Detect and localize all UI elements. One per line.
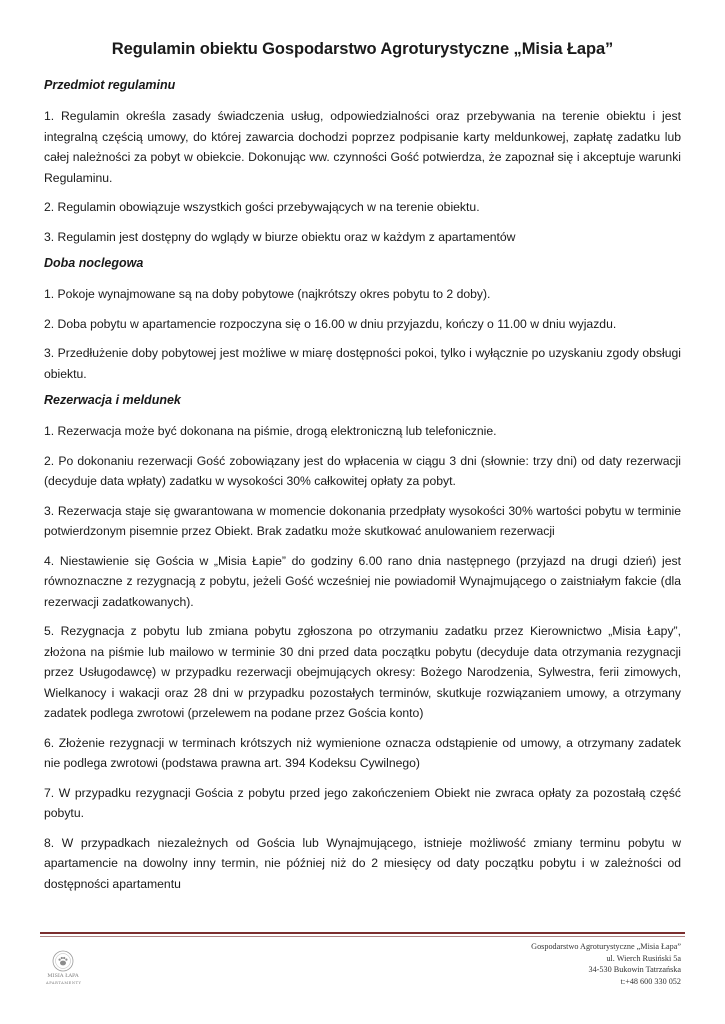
paragraph: 1. Pokoje wynajmowane są na doby pobytowe (najkrótszy okres pobytu to 2 doby). (44, 287, 491, 301)
document-title: Regulamin obiektu Gospodarstwo Agroturystyczne „Misia Łapa” (111, 40, 614, 58)
section-przedmiot (44, 78, 681, 247)
paragraph: 2. Doba pobytu w apartamencie rozpoczyna się o 16.00 w dniu przyjazdu, kończy o 11.00 w dniu wyjazdu. (44, 316, 617, 331)
address-phone: t:+48 600 330 052 (620, 976, 681, 986)
logo-subtext: APARTAMENTY (46, 981, 82, 985)
paragraph: 4. Niestawienie się Gościa w „Misia Łapie” do godziny 6.00 rano dnia następnego (przyjazd na drugi dzień) jest równoznaczne z rezygnacją z pobytu, jeżeli Gość wcześniej nie powiadomił Wynajmującego o zaistniałym fakcie (dla rezerwacji zadatkowanych). (44, 553, 681, 609)
document-page (44, 40, 681, 894)
paragraph: 7. W przypadku rezygnacji Gościa z pobytu przed jego zakończeniem Obiekt nie zwraca opłaty za pozostałą część pobytu. (44, 785, 681, 820)
paragraph: 3. Przedłużenie doby pobytowej jest możliwe w miarę dostępności pokoi, tylko i wyłącznie po uzyskaniu zgody obsługi obiektu. (44, 346, 681, 381)
paragraph: 3. Regulamin jest dostępny do wglądy w biurze obiektu oraz w każdym z apartamentów (44, 229, 516, 244)
section-rezerwacja (44, 393, 681, 894)
address-city: 34-530 Bukowin Tatrzańska (588, 965, 681, 974)
section-heading: Przedmiot regulaminu (44, 78, 176, 92)
section-heading: Doba noclegowa (44, 256, 144, 270)
address-company: Gospodarstwo Agroturystyczne „Misia Łapa” (531, 942, 681, 951)
paragraph: 2. Regulamin obowiązuje wszystkich gości przebywających w na terenie obiektu. (44, 200, 480, 214)
footer-divider (40, 932, 685, 937)
paragraph: 1. Rezerwacja może być dokonana na piśmie, drogą elektroniczną lub telefonicznie. (44, 424, 497, 438)
section-heading: Rezerwacja i meldunek (44, 393, 181, 407)
footer-address (531, 941, 681, 987)
logo-text: MISIA ŁAPA (47, 973, 79, 979)
address-street: ul. Wierch Rusiński 5a (606, 953, 681, 963)
footer-divider-secondary (40, 936, 685, 937)
paragraph: 1. Regulamin określa zasady świadczenia usług, odpowiedzialności oraz przebywania na terenie obiektu i jest integralną częścią umowy, do której zawarcia dochodzi poprzez podpisanie karty meldunkowej, zapłatę zadatku lub całej należności za pobyt w obiekcie. Dokonując ww. czynności Gość potwierdza, że zapoznał się i akceptuje warunki Regulaminu. (44, 109, 681, 185)
paragraph: 6. Złożenie rezygnacji w terminach krótszych niż wymienione oznacza odstąpienie od umowy, a otrzymany zadatek nie podlega zwrotowi (podstawa prawna art. 394 Kodeksu Cywilnego) (44, 735, 681, 770)
paragraph: 3. Rezerwacja staje się gwarantowana w momencie dokonania przedpłaty wysokości 30% wartości pobytu w terminie potwierdzonym pisemnie przez Obiekt. Brak zadatku może skutkować anulowaniem rezerwacji (44, 503, 681, 538)
paragraph: 5. Rezygnacja z pobytu lub zmiana pobytu zgłoszona po otrzymaniu zadatku przez Kierownictwo „Misia Łapy”, złożona na piśmie lub mailowo w terminie 30 dni przed data początku pobytu (decyduje data otrzymania rezygnacji przez Usługodawcę) w przypadku rezerwacji obejmujących okresy: Bożego Narodzenia, Sylwestra, ferii zimowych, Wielkanocy i wakacji oraz 28 dni w przypadku pozostałych terminów, skutkuje rozwiązaniem umowy, a otrzymany zadatek podlega zwrotowi (przelewem na podane przez Gościa konto) (44, 624, 681, 720)
paragraph: 8. W przypadkach niezależnych od Gościa lub Wynajmującego, istnieje możliwość zmiany terminu pobytu w apartamencie na dowolny inny termin, nie później niż do 2 miesięcy od daty początku pobytu i w zależności od dostępności apartamentu (44, 835, 681, 891)
section-doba (44, 256, 681, 384)
paragraph: 2. Po dokonaniu rezerwacji Gość zobowiązany jest do wpłacenia w ciągu 3 dni (słownie: trzy dni) od daty rezerwacji (decyduje data wpłaty) zadatku w wysokości 30% całkowitej opłaty za pobyt. (44, 453, 681, 488)
brand-logo (46, 950, 80, 986)
paw-emblem-icon (52, 950, 74, 972)
